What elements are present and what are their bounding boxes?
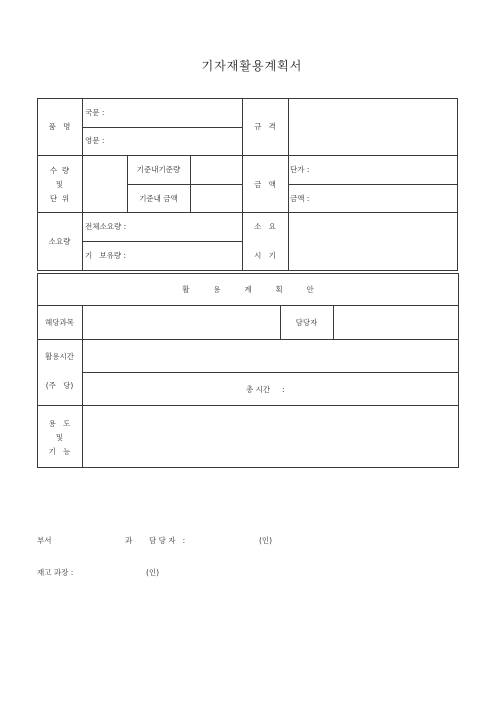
required-quantity-label: 소요량 [48,237,71,246]
total-required-label: 전체소요량 : [85,222,127,231]
quantity-label: 수 량 [49,166,70,175]
required-period-label: 시 기 [254,251,276,260]
amount-label: 금 액 [254,180,276,189]
base-amount-label: 기준내 금액 [139,194,178,203]
owned-quantity-label: 기 보유량 : [85,251,127,260]
section-label: 과 [125,536,133,545]
document-title: 기자재활용계획서 [201,59,303,73]
spec-label: 규 격 [254,122,276,131]
plan-header: 활 용 계 획 안 [182,285,314,294]
usage-time-label: 활용시간 [45,352,74,361]
item-name-label: 품 명 [48,122,71,131]
total-time-label: 총 시간 : [246,385,285,394]
total-amount-label: 금액 : [290,194,310,203]
base-quantity-label: 기준내기준량 [136,165,181,174]
inventory-seal-label: (인) [146,568,160,577]
purpose-label: 용 도 [48,419,71,428]
manager-label: 담당자 [295,318,318,327]
unit-label: 단 위 [49,194,70,203]
manager-seal-label: (인) [259,536,273,545]
weekly-label: (주 당) [45,381,74,390]
korean-name-label: 국문 : [85,108,105,117]
dept-signature-label: 부서 [37,536,52,545]
manager-signature-label: 담 당 자 : [149,536,186,545]
english-name-label: 영문 : [85,136,105,145]
inventory-manager-label: 재고 과장 : [37,568,74,577]
unit-price-label: 단가 : [290,165,310,174]
quantity-and-label: 및 [55,180,64,189]
department-label: 해당과목 [45,318,74,327]
function-label: 기 능 [48,447,71,456]
purpose-and-label: 및 [55,433,64,442]
required-time-label: 소 요 [254,222,276,231]
